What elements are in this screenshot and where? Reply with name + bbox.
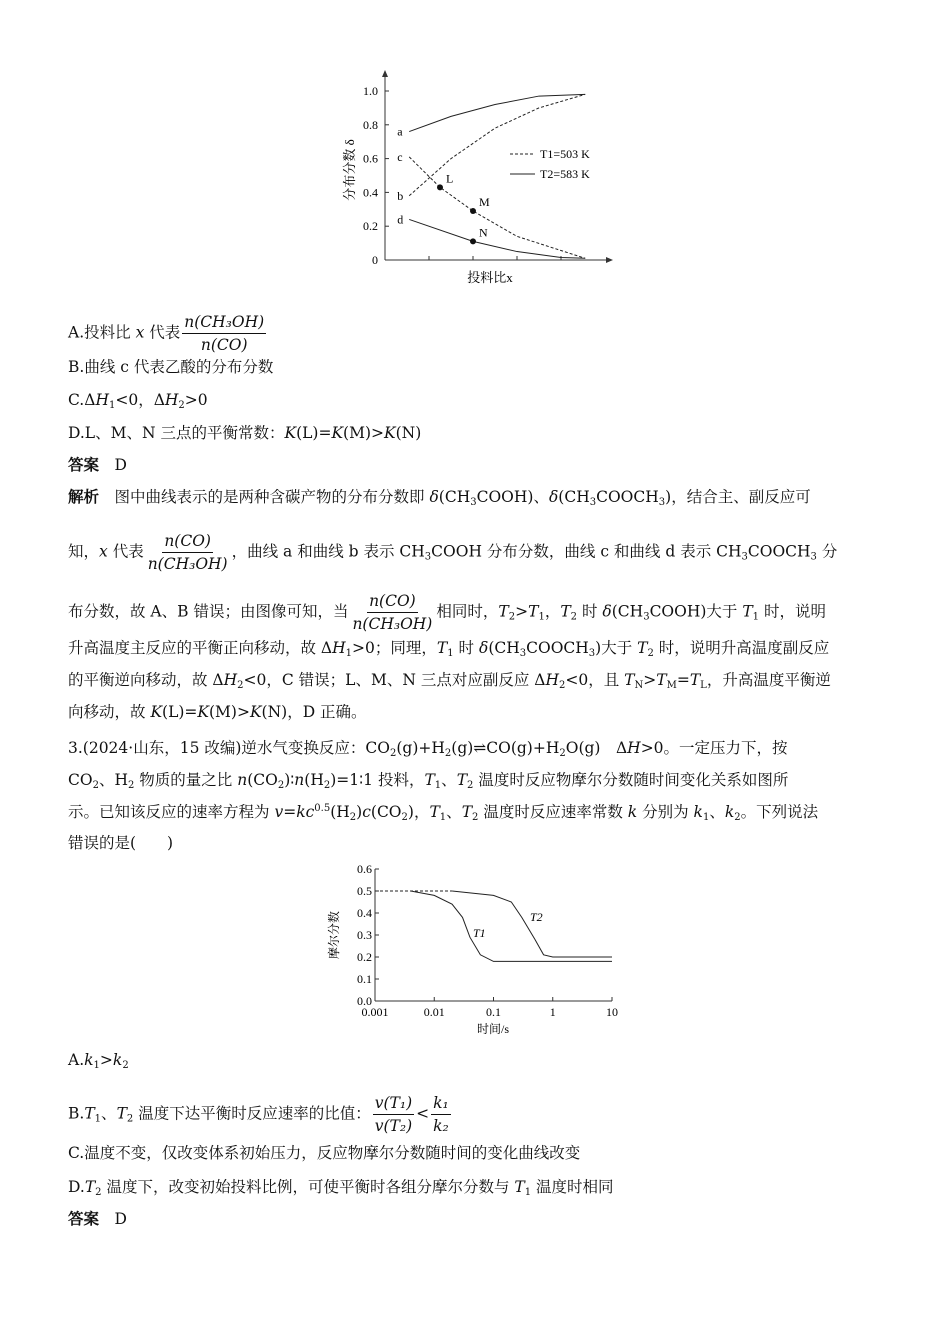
text: 温度时相同 xyxy=(531,1178,614,1196)
superscript: 0.5 xyxy=(314,803,331,814)
text: )=1∶1 投料， xyxy=(330,771,425,789)
legend-label: T1=503 K xyxy=(540,147,590,161)
subscript: 2 xyxy=(349,812,357,823)
variable: T xyxy=(84,1104,95,1123)
denominator: n(CO) xyxy=(200,336,248,354)
y-tick-label: 0.4 xyxy=(363,185,378,200)
y-tick-label: 0.4 xyxy=(357,906,372,920)
text: >0；同理， xyxy=(352,639,437,657)
variable: T xyxy=(514,1178,525,1196)
subscript: N xyxy=(634,680,644,691)
denominator: k₂ xyxy=(433,1117,449,1135)
variable: K xyxy=(197,703,209,721)
subscript: M xyxy=(666,680,677,691)
text: 升高温度主反应的平衡正向移动，故 Δ xyxy=(68,639,333,657)
text: >0 xyxy=(184,391,208,409)
text: 分 xyxy=(816,542,838,561)
text: 的平衡逆向移动，故 Δ xyxy=(68,671,224,689)
y-tick-label: 0.6 xyxy=(363,151,378,166)
subscript: 2 xyxy=(323,780,331,791)
text: (CH xyxy=(558,488,590,506)
fraction xyxy=(182,311,266,356)
text: >0。一定压力下，按 xyxy=(640,739,788,757)
text: (M)> xyxy=(343,424,384,442)
text: O(g) Δ xyxy=(565,739,628,757)
text: (H xyxy=(330,803,350,821)
denominator: v(T₂) xyxy=(374,1117,413,1135)
text: A.投料比 xyxy=(68,323,136,342)
text: (L)= xyxy=(296,424,332,442)
text: 向移动，故 xyxy=(68,703,151,721)
y-tick-label: 0.3 xyxy=(357,928,372,942)
variable: K xyxy=(249,703,262,721)
text: ，升高温度平衡逆 xyxy=(706,671,831,689)
variable: δ xyxy=(429,488,439,506)
label: 答案 xyxy=(68,1209,100,1228)
subscript: 2 xyxy=(558,680,566,691)
text: COOH)大于 xyxy=(649,602,743,621)
point-label: N xyxy=(479,225,488,240)
variable: kc xyxy=(296,803,315,821)
subscript: 2 xyxy=(95,1187,102,1198)
text: <0，且 xyxy=(565,671,625,689)
subscript: 2 xyxy=(92,780,99,791)
text-line xyxy=(68,769,788,791)
subscript: 2 xyxy=(126,1113,134,1125)
text-line xyxy=(68,311,268,356)
x-axis-label: 时间/s xyxy=(476,1022,510,1036)
text-line xyxy=(68,1142,580,1164)
subscript: 3 xyxy=(470,497,477,508)
subscript: 1 xyxy=(434,780,442,791)
text: C.温度不变，仅改变体系初始压力，反应物摩尔分数随时间的变化曲线改变 xyxy=(68,1144,581,1162)
point-L xyxy=(437,184,443,190)
y-tick-label: 0 xyxy=(372,253,378,267)
subscript: 1 xyxy=(538,611,545,623)
point-M xyxy=(470,208,476,214)
variable: T xyxy=(656,671,667,689)
text-line xyxy=(68,590,826,635)
variable: x xyxy=(99,542,108,561)
text: COOH 分布分数，曲线 c 和曲线 d 表示 CH xyxy=(431,542,742,561)
text: A. xyxy=(68,1051,85,1069)
subscript: 1 xyxy=(752,611,760,623)
text-line xyxy=(68,637,829,659)
text: 温度时反应物摩尔分数随时间变化关系如图所 xyxy=(473,771,789,789)
text: ，曲线 a 和曲线 b 表示 CH xyxy=(231,542,425,561)
subscript: 1 xyxy=(524,1187,532,1198)
text: > xyxy=(99,1051,113,1069)
subscript: 2 xyxy=(277,780,285,791)
x-tick-label: 1 xyxy=(549,1005,556,1019)
subscript: 2 xyxy=(127,780,135,791)
y-axis-arrow xyxy=(382,70,388,77)
y-tick-label: 0.2 xyxy=(363,219,378,234)
subscript: 2 xyxy=(178,400,185,411)
text: (L)= xyxy=(162,703,198,721)
text-line xyxy=(68,1208,127,1230)
subscript: 1 xyxy=(439,812,447,823)
text: ， xyxy=(544,602,561,621)
subscript: 2 xyxy=(508,611,516,623)
subscript: 2 xyxy=(467,780,474,791)
subscript: 2 xyxy=(401,812,408,823)
numerator: n(CO) xyxy=(162,530,213,553)
text: )大于 xyxy=(595,639,638,657)
text-line xyxy=(68,454,127,476)
text: 相同时， xyxy=(436,602,499,621)
text: 分别为 xyxy=(637,803,694,821)
text: 时，说明 xyxy=(759,602,826,621)
text-line xyxy=(68,737,788,759)
variable: k xyxy=(627,803,638,821)
point-label: L xyxy=(446,171,454,186)
text: COOCH xyxy=(526,639,589,657)
x-tick-label: 0.1 xyxy=(486,1005,501,1019)
label: 解析 xyxy=(68,487,100,506)
text: CO xyxy=(68,771,93,789)
y-tick-label: 0.8 xyxy=(363,117,378,132)
variable: T xyxy=(429,803,440,821)
x-tick-label: 10 xyxy=(606,1005,618,1019)
curve-label: d xyxy=(397,212,404,227)
text: (N) xyxy=(395,424,422,442)
variable: k xyxy=(84,1051,94,1069)
y-tick-label: 0.5 xyxy=(357,884,372,898)
subscript: 3 xyxy=(519,648,527,659)
subscript: 2 xyxy=(472,812,479,823)
y-tick-label: 1.0 xyxy=(363,84,378,98)
variable: H xyxy=(95,391,109,409)
text: = xyxy=(676,671,690,689)
text: (CO xyxy=(247,771,278,789)
text: <0，C 错误；L、M、N 三点对应副反应 Δ xyxy=(243,671,546,689)
variable: T xyxy=(461,803,473,821)
numerator: n(CO) xyxy=(367,590,418,613)
variable: v xyxy=(274,803,284,821)
curve-label: a xyxy=(397,124,403,139)
text: 时 xyxy=(453,639,479,657)
variable: c xyxy=(362,803,371,821)
text: (M)> xyxy=(209,703,250,721)
subscript: 1 xyxy=(447,648,454,659)
subscript: 3 xyxy=(741,551,748,563)
text: <0，Δ xyxy=(115,391,165,409)
subscript: 3 xyxy=(589,497,597,508)
fraction xyxy=(350,590,434,635)
text-line xyxy=(68,1049,129,1071)
variable: n xyxy=(237,771,248,789)
label: 答案 xyxy=(68,455,100,474)
y-tick-label: 0.2 xyxy=(357,950,372,964)
variable: K xyxy=(150,703,163,721)
text: COOH)、 xyxy=(476,488,549,506)
text: D. xyxy=(68,1178,85,1196)
fraction xyxy=(373,1092,414,1137)
subscript: 3 xyxy=(810,551,817,563)
text: (g)+H xyxy=(396,739,445,757)
text: 、 xyxy=(446,803,462,821)
text: 错误的是( ) xyxy=(68,834,174,852)
text: 温度下达平衡时反应速率的比值： xyxy=(133,1104,371,1123)
variable: T xyxy=(689,671,701,689)
denominator: n(CH₃OH) xyxy=(352,615,433,633)
y-tick-label: 0.6 xyxy=(357,862,372,876)
curve-label: c xyxy=(397,149,403,164)
variable: T xyxy=(528,602,539,621)
variable: n xyxy=(294,771,305,789)
text: (N)，D 正确。 xyxy=(261,703,367,721)
variable: T xyxy=(498,602,509,621)
text: 3.(2024·山东，15 改编)逆水气变换反应：CO xyxy=(68,739,390,757)
text: (H xyxy=(304,771,324,789)
text-line xyxy=(68,422,421,444)
variable: k xyxy=(693,803,703,821)
text-line xyxy=(68,356,273,378)
variable: k xyxy=(112,1051,123,1069)
text-line xyxy=(68,1092,453,1137)
x-axis-arrow xyxy=(606,257,613,263)
x-axis-label: 投料比x xyxy=(467,270,513,285)
text: 。下列说法 xyxy=(740,803,819,821)
text-line xyxy=(68,832,173,854)
point-N xyxy=(470,238,476,244)
curve-label: b xyxy=(397,188,404,203)
subscript: 3 xyxy=(643,611,650,623)
x-tick-label: 0.01 xyxy=(423,1005,445,1019)
text: 物质的量之比 xyxy=(134,771,238,789)
variable: T xyxy=(624,671,635,689)
distribution-fraction-chart xyxy=(330,60,630,290)
text: D.L、M、N 三点的平衡常数： xyxy=(68,424,285,442)
variable: H xyxy=(627,739,641,757)
text: (g)⇌CO(g)+H xyxy=(451,739,560,757)
text: D xyxy=(99,1210,127,1228)
text: 时，说明升高温度副反应 xyxy=(653,639,830,657)
text: (CO xyxy=(370,803,402,821)
text: 布分数，故 A、B 错误；由图像可知，当 xyxy=(68,602,349,621)
text: COOCH xyxy=(596,488,659,506)
subscript: 2 xyxy=(389,748,397,759)
text: 时 xyxy=(577,602,603,621)
y-axis-label: 摩尔分数 xyxy=(327,910,341,960)
variable: T xyxy=(116,1104,127,1123)
text: 图中曲线表示的是两种含碳产物的分布分数即 xyxy=(99,488,430,506)
text: COOCH xyxy=(747,542,811,561)
variable: T xyxy=(742,602,753,621)
text-line xyxy=(68,389,208,411)
y-tick-label: 0.0 xyxy=(357,994,372,1008)
variable: δ xyxy=(478,639,489,657)
curve-label: T2 xyxy=(530,910,543,924)
text: 代表 xyxy=(107,542,144,561)
variable: K xyxy=(331,424,344,442)
text: )， xyxy=(407,803,430,821)
fraction xyxy=(146,530,230,575)
variable: δ xyxy=(548,488,559,506)
subscript: 2 xyxy=(444,748,452,759)
text: < xyxy=(416,1104,430,1123)
text-line xyxy=(68,1176,614,1198)
text-line xyxy=(68,669,831,691)
point-label: M xyxy=(479,194,490,209)
text: 、H xyxy=(98,771,128,789)
subscript: 2 xyxy=(237,680,244,691)
text: D xyxy=(99,456,127,474)
text: 示。已知该反应的速率方程为 xyxy=(68,803,275,821)
subscript: 1 xyxy=(94,1113,102,1125)
x-tick-label: 0.001 xyxy=(361,1005,389,1019)
text: B. xyxy=(68,1104,85,1123)
text-line xyxy=(68,801,818,823)
text: (CH xyxy=(611,602,644,621)
variable: T xyxy=(456,771,468,789)
variable: k xyxy=(724,803,735,821)
text: (CH xyxy=(438,488,471,506)
fraction xyxy=(431,1092,451,1137)
text: 代表 xyxy=(144,323,181,342)
text: 、 xyxy=(101,1104,117,1123)
text: > xyxy=(515,602,529,621)
text: 温度下，改变初始投料比例，可使平衡时各组分摩尔分数与 xyxy=(101,1178,515,1196)
mole-fraction-chart xyxy=(320,855,630,1040)
text: 温度时反应速率常数 xyxy=(478,803,628,821)
subscript: 1 xyxy=(702,812,710,823)
text: 、 xyxy=(709,803,725,821)
variable: H xyxy=(164,391,179,409)
variable: δ xyxy=(602,602,612,621)
variable: K xyxy=(284,424,297,442)
text: ) xyxy=(356,803,363,821)
subscript: 2 xyxy=(559,748,566,759)
text: 、 xyxy=(441,771,457,789)
subscript: 2 xyxy=(122,1060,129,1071)
numerator: v(T₁) xyxy=(373,1092,414,1115)
curve-a xyxy=(409,94,585,131)
subscript: 2 xyxy=(647,648,654,659)
variable: T xyxy=(637,639,648,657)
variable: T xyxy=(560,602,571,621)
text: 知， xyxy=(68,542,100,561)
numerator: k₁ xyxy=(431,1092,451,1115)
variable: x xyxy=(135,323,145,342)
text: > xyxy=(643,671,657,689)
text: )，结合主、副反应可 xyxy=(665,488,811,506)
subscript: 1 xyxy=(93,1060,100,1071)
text: )∶ xyxy=(284,771,295,789)
variable: T xyxy=(436,639,448,657)
text: C.Δ xyxy=(68,391,96,409)
variable: H xyxy=(545,671,559,689)
text-line xyxy=(68,530,837,575)
subscript: 3 xyxy=(424,551,432,563)
numerator: n(CH₃OH) xyxy=(182,311,266,334)
variable: H xyxy=(332,639,346,657)
legend-label: T2=583 K xyxy=(540,167,590,181)
subscript: 3 xyxy=(588,648,596,659)
subscript: 2 xyxy=(570,611,578,623)
denominator: n(CH₃OH) xyxy=(147,555,228,573)
variable: K xyxy=(383,424,396,442)
variable: T xyxy=(84,1178,96,1196)
text-line xyxy=(68,701,367,723)
subscript: 2 xyxy=(734,812,741,823)
text-line xyxy=(68,486,811,508)
variable: T xyxy=(424,771,435,789)
subscript: 1 xyxy=(345,648,353,659)
curve-label: T1 xyxy=(473,926,486,940)
text: = xyxy=(283,803,297,821)
subscript: L xyxy=(700,680,707,691)
subscript: 1 xyxy=(108,400,116,411)
y-axis-label: 分布分数 δ xyxy=(342,139,357,201)
text: B.曲线 c 代表乙酸的分布分数 xyxy=(68,358,274,376)
subscript: 3 xyxy=(658,497,666,508)
variable: H xyxy=(223,671,238,689)
text: (CH xyxy=(488,639,520,657)
y-tick-label: 0.1 xyxy=(357,972,372,986)
